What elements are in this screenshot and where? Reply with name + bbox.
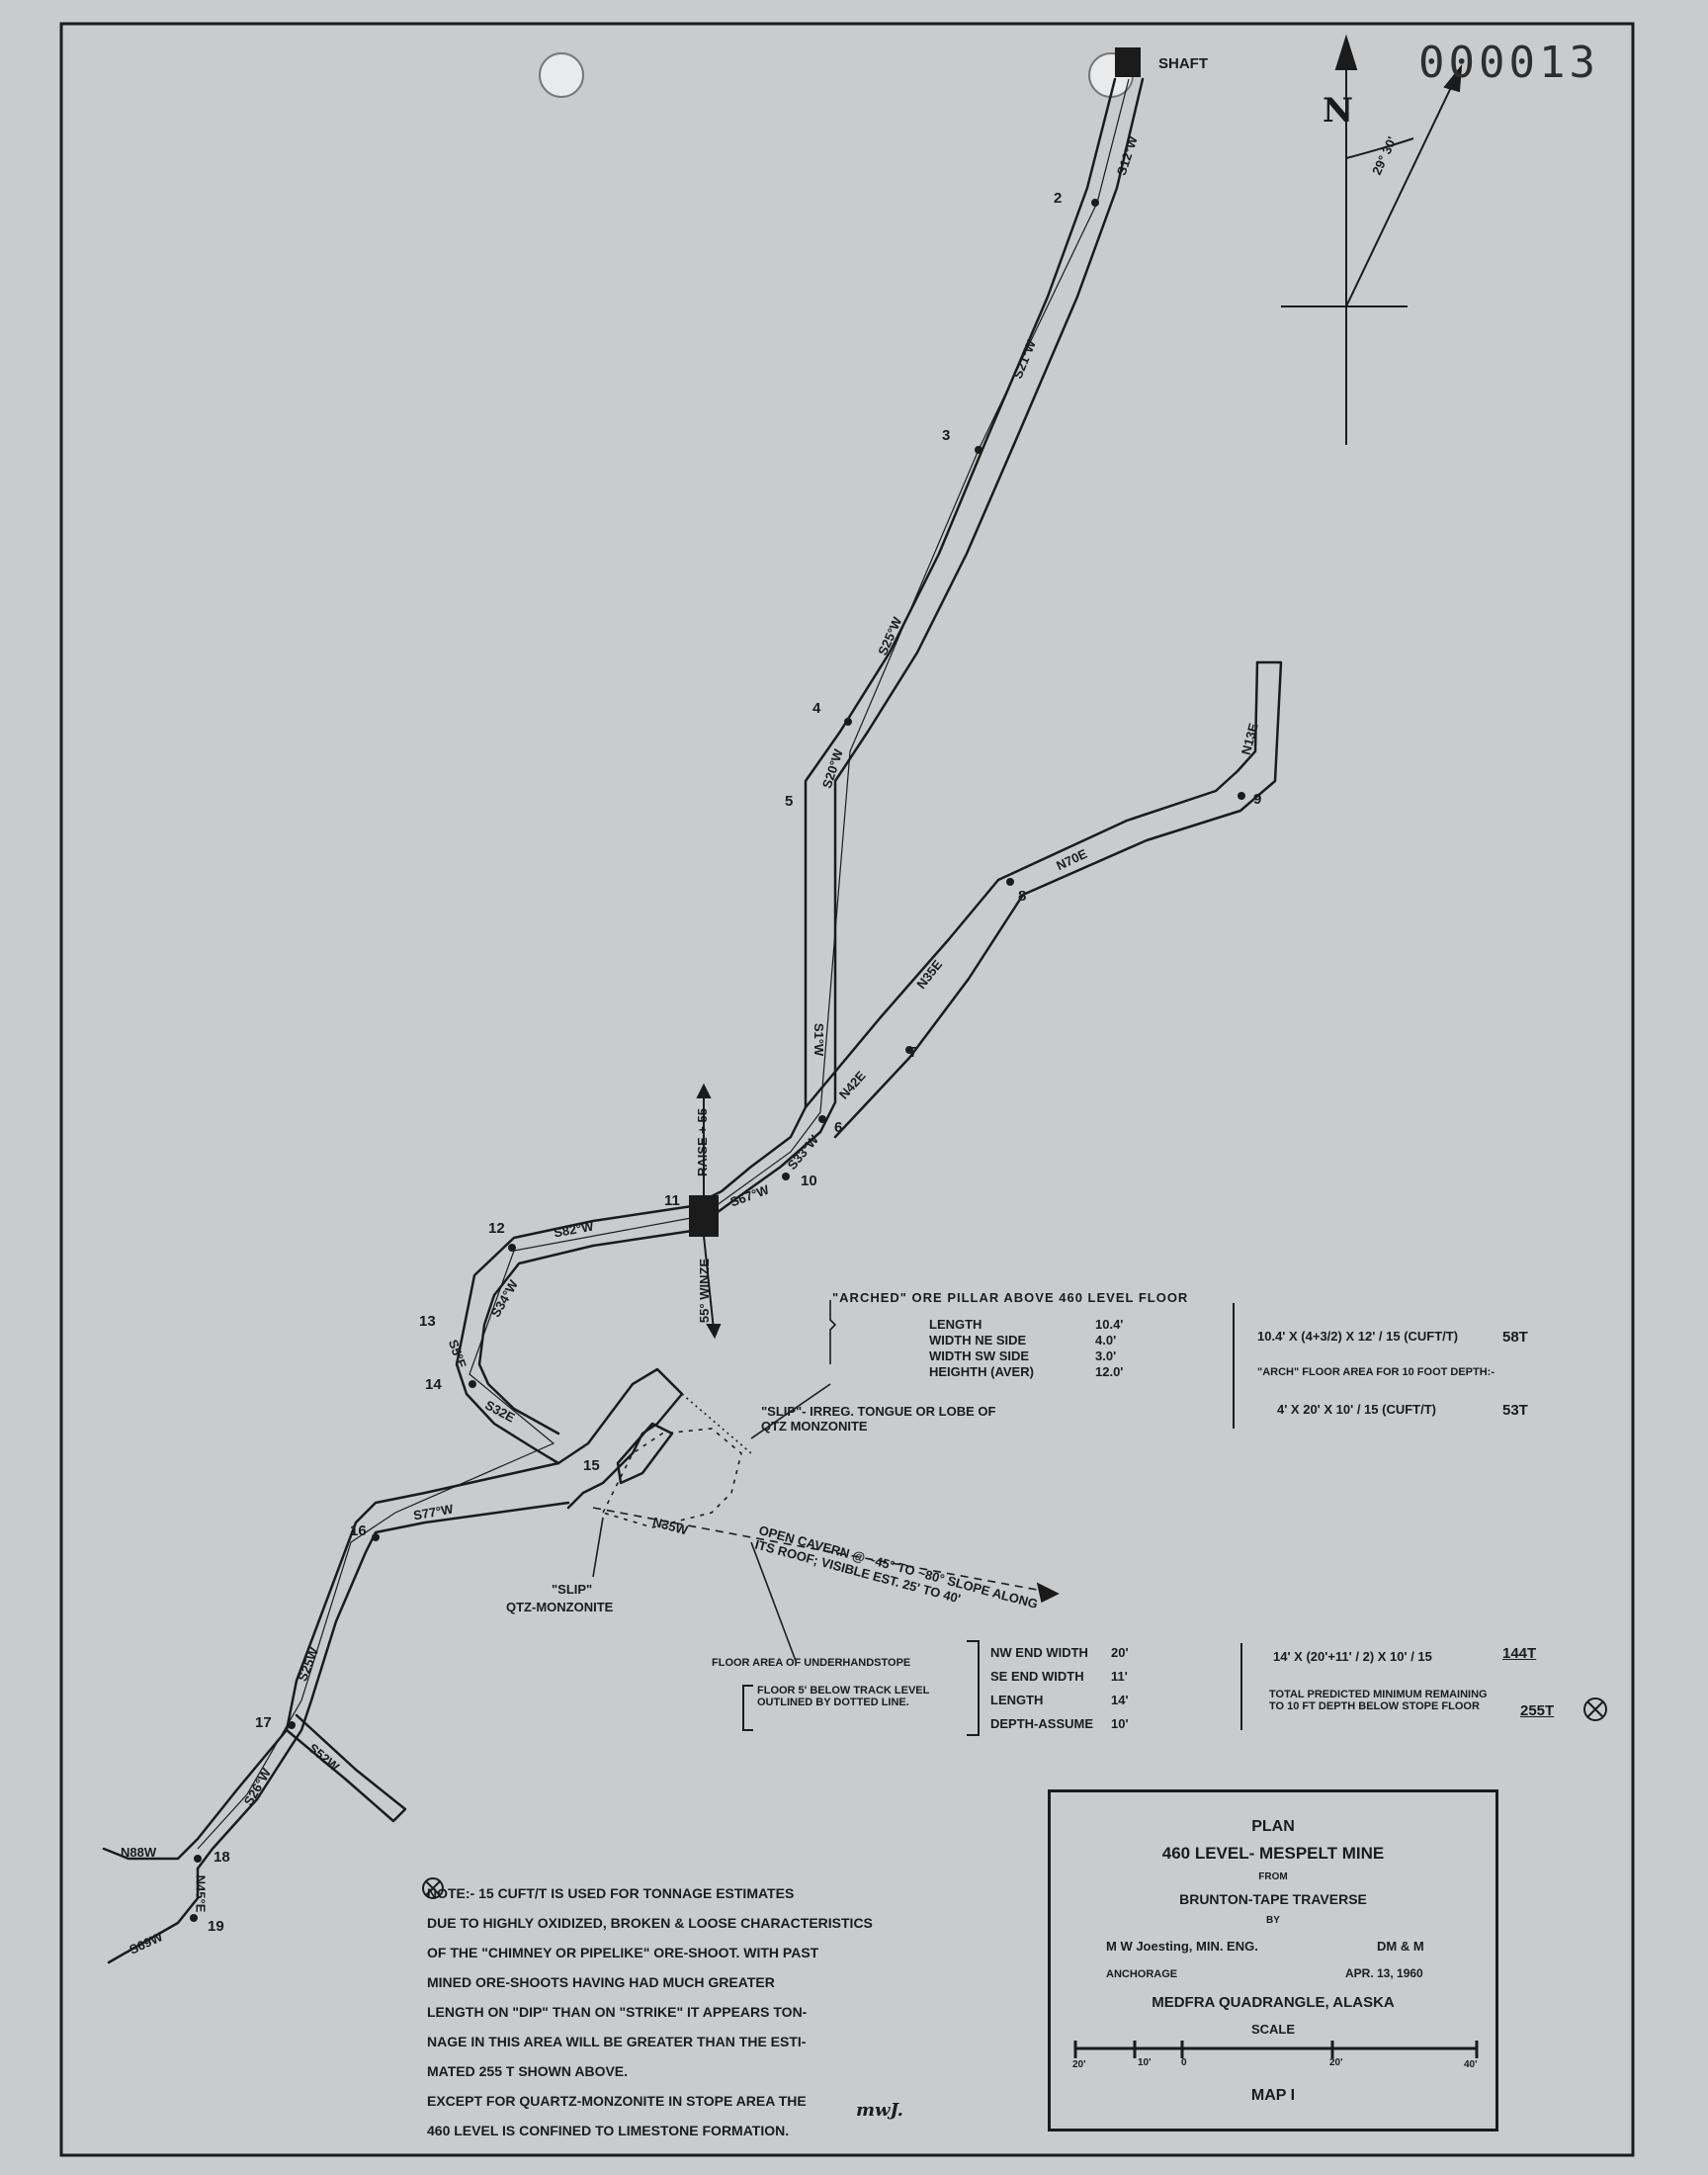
drift-south-wall-north [104,1463,558,1859]
pillar-row-value: 10.4' [1095,1317,1124,1332]
station-label: 8 [1018,888,1027,905]
shaft-label: SHAFT [1158,55,1208,72]
station-label: 11 [664,1192,680,1209]
station-label: 14 [425,1376,442,1393]
drift-branch-17 [287,1715,405,1821]
floor-row-label: NW END WIDTH [990,1645,1088,1660]
bearing-label: S34°W [487,1277,521,1320]
bearing-label: S82°W [553,1218,595,1241]
station-label: 16 [350,1522,367,1539]
bearing-label: S12°W [1113,133,1141,178]
pillar-calc-2: 4' X 20' X 10' / 15 (CUFT/T) [1277,1402,1436,1417]
total-label: TOTAL PREDICTED MINIMUM REMAINING TO 10 FT DEPTH BELOW STOPE FLOOR [1269,1689,1488,1712]
pillar-row-label: WIDTH NE SIDE [929,1333,1027,1348]
station-label: 5 [785,793,794,810]
station-label: 12 [488,1220,505,1237]
winze-label: 55° WINZE [697,1258,713,1324]
station-label: 9 [1253,791,1262,808]
title-date: APR. 13, 1960 [1345,1966,1423,1980]
bearing-label: N88W [121,1845,157,1860]
floor-row-label: SE END WIDTH [990,1669,1084,1684]
slip-note: "SLIP"- IRREG. TONGUE OR LOBE OF QTZ MONZONITE [761,1404,996,1434]
north-arrow [1281,38,1461,445]
pillar-calc-2-result: 53T [1502,1402,1528,1419]
station-label: 4 [812,700,821,717]
qtz-label: QTZ-MONZONITE [506,1600,614,1614]
pillar-row-label: HEIGHTH (AVER) [929,1364,1034,1379]
pillar-row-label: LENGTH [929,1317,982,1332]
stope-outline [558,1369,682,1508]
station-label: 18 [214,1849,230,1866]
bearing-label: N35E [913,957,946,992]
title-plan: PLAN [1251,1818,1295,1835]
raise-label: RAISE + 55 [695,1107,711,1177]
bearing-label: N70E [1054,845,1090,874]
station-label: 7 [909,1044,918,1061]
floor-bracket-note: FLOOR 5' BELOW TRACK LEVEL OUTLINED BY DOTTED LINE. [757,1685,930,1708]
bearing-label: S5°E [445,1337,470,1371]
floor-calc: 14' X (20'+11' / 2) X 10' / 15 [1273,1649,1432,1664]
title-quadrangle: MEDFRA QUADRANGLE, ALASKA [1152,1994,1395,2011]
pillar-row-value: 12.0' [1095,1364,1124,1379]
title-city: ANCHORAGE [1106,1968,1178,1980]
shaft-symbol [1115,47,1141,77]
floor-row-value: 14' [1111,1693,1129,1707]
title-from: FROM [1258,1871,1288,1882]
bearing-label: S77°W [412,1501,455,1523]
scale-tick-label: 10' [1138,2057,1152,2068]
floor-calc-result: 144T [1502,1645,1537,1662]
map-id: MAP I [1250,2087,1296,2104]
station-label: 19 [208,1918,224,1935]
floor-row-label: DEPTH-ASSUME [990,1716,1094,1731]
bearing-label: N42E [835,1068,869,1102]
scale-tick-label: 40' [1464,2059,1478,2070]
station-label: 2 [1054,190,1063,207]
station-label: 15 [583,1457,600,1474]
note-line: LENGTH ON "DIP" THAN ON "STRIKE" IT APPEARS TON- [427,2004,808,2020]
title-by: BY [1266,1915,1280,1926]
note-line: OF THE "CHIMNEY OR PIPELIKE" ORE-SHOOT. WITH PAST [427,1945,819,1960]
bearing-label: S26°W [240,1766,274,1808]
note-line: DUE TO HIGHLY OXIDIZED, BROKEN & LOOSE CHARACTERISTICS [427,1915,873,1931]
note-line: EXCEPT FOR QUARTZ-MONZONITE IN STOPE AREA THE [427,2093,807,2109]
total-value: 255T [1520,1702,1555,1719]
note-initials: mwJ. [856,2100,903,2121]
pillar-bracket [830,1300,835,1364]
bearing-label: S69W [127,1929,165,1958]
station-label: 10 [801,1173,817,1189]
arch-note: "ARCH" FLOOR AREA FOR 10 FOOT DEPTH:- [1257,1366,1495,1378]
note-line: MINED ORE-SHOOTS HAVING HAD MUCH GREATER [427,1974,775,1990]
floor-heading: FLOOR AREA OF UNDERHANDSTOPE [712,1657,911,1669]
title-author: M W Joesting, MIN. ENG. [1106,1939,1258,1954]
bearing-label: S25W [295,1645,322,1684]
bearing-label: S25°W [875,614,905,658]
station-label: 17 [255,1714,272,1731]
scale-tick-label: 0 [1181,2057,1187,2068]
station-label: 13 [419,1313,436,1330]
bearing-label: S67°W [727,1181,771,1210]
bearing-label: S20°W [818,746,846,791]
title-block [1048,1789,1498,2132]
binder-hole-left [540,53,583,97]
note-line: NOTE:- 15 CUFT/T IS USED FOR TONNAGE ESTIMATES [427,1885,795,1901]
bearing-label: S52W [305,1740,343,1775]
floor-note-bracket [743,1686,753,1730]
floor-bracket [967,1641,979,1735]
declination-label: 29° 30' [1368,133,1400,178]
station-label: 6 [834,1119,843,1136]
floor-row-value: 10' [1111,1716,1129,1731]
bearing-label: N13E [1238,721,1261,757]
bearing-label: S21°W [1009,337,1039,382]
note-line: NAGE IN THIS AREA WILL BE GREATER THAN THE ESTI- [427,2034,807,2049]
bearing-label: N45°E [193,1874,209,1913]
title-scale-label: SCALE [1250,2022,1296,2037]
floor-row-label: LENGTH [990,1693,1044,1707]
pillar-row-value: 3.0' [1095,1348,1117,1363]
floor-row-value: 20' [1111,1645,1129,1660]
bearing-label: S32E [482,1397,518,1426]
pillar-row-label: WIDTH SW SIDE [929,1348,1030,1363]
title-traverse: BRUNTON-TAPE TRAVERSE [1179,1891,1367,1907]
cavern-note: OPEN CAVERN @ ~45° TO ~80° SLOPE ALONG ITS ROOF; VISIBLE EST. 25' TO 40' [753,1522,1040,1611]
note-line: 460 LEVEL IS CONFINED TO LIMESTONE FORMATION. [427,2123,790,2138]
bearing-label: S33°W [784,1132,822,1173]
slip-line [682,1394,751,1453]
drift-east-branch-wall-north [806,662,1257,1107]
pillar-heading: "ARCHED" ORE PILLAR ABOVE 460 LEVEL FLOOR [832,1290,1189,1305]
pillar-calc-1-result: 58T [1502,1329,1528,1346]
bearing-label: N35W [650,1514,690,1538]
qtz-leader [593,1518,603,1577]
pillar-calc-1: 10.4' X (4+3/2) X 12' / 15 (CUFT/T) [1257,1329,1459,1344]
bearing-label: S1°W [811,1022,827,1057]
drift-east-branch-wall-south [835,662,1281,1137]
floor-row-value: 11' [1111,1669,1128,1684]
title-org: DM & M [1377,1939,1424,1954]
slip-label: "SLIP" [552,1582,593,1597]
stope-inner [618,1424,672,1483]
north-label: N [1323,91,1354,130]
title-level: 460 LEVEL- MESPELT MINE [1161,1844,1385,1863]
note-line: MATED 255 T SHOWN ABOVE. [427,2063,629,2079]
scale-tick-label: 20' [1072,2059,1086,2070]
station-label: 3 [942,427,951,444]
document-number: 000013 [1418,38,1599,88]
scale-tick-label: 20' [1329,2057,1343,2068]
pillar-row-value: 4.0' [1095,1333,1117,1348]
